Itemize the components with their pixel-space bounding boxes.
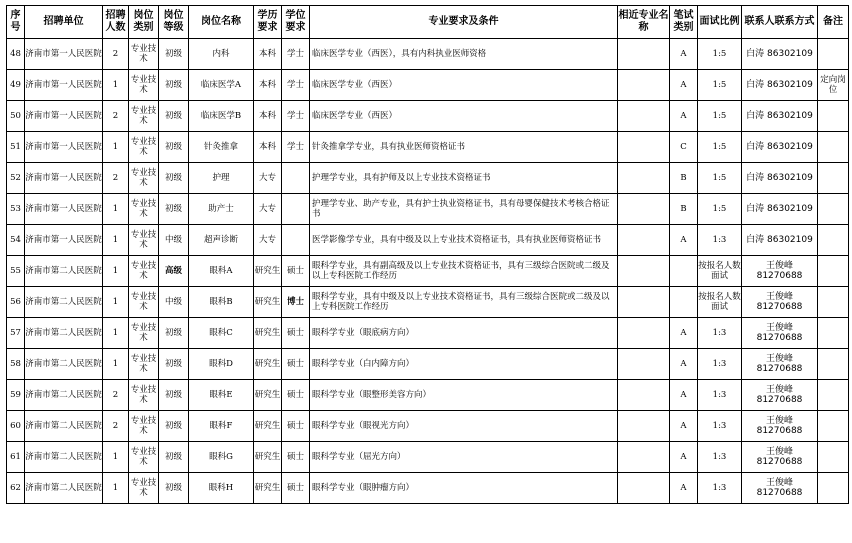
row-requirements: 医学影像学专业，具有中级及以上专业技术资格证书，具有执业医师资格证书 [310,225,618,256]
row-interview-ratio: 1:5 [698,70,742,101]
row-education: 研究生 [254,411,282,442]
row-interview-ratio: 1:5 [698,163,742,194]
row-category: 专业技术 [129,194,159,225]
row-degree: 硕士 [282,349,310,380]
header-category: 岗位类别 [129,6,159,39]
row-note [818,163,849,194]
row-note [818,442,849,473]
row-category: 专业技术 [129,163,159,194]
table-row [7,225,849,256]
header-count: 招聘人数 [103,6,129,39]
row-post: 眼科A [189,256,254,287]
row-count: 2 [103,380,129,411]
row-exam-type: B [670,163,698,194]
row-level: 初级 [159,380,189,411]
row-count: 1 [103,194,129,225]
row-interview-ratio: 1:3 [698,442,742,473]
row-education: 研究生 [254,256,282,287]
row-level: 初级 [159,163,189,194]
row-degree [282,163,310,194]
table-row [7,473,849,504]
row-interview-ratio: 1:3 [698,380,742,411]
row-related-major [618,411,670,442]
row-degree: 硕士 [282,411,310,442]
row-count: 1 [103,473,129,504]
row-contact: 王俊峰 81270688 [742,256,818,287]
row-degree [282,194,310,225]
row-education: 本科 [254,101,282,132]
row-post: 眼科D [189,349,254,380]
header-contact: 联系人联系方式 [742,6,818,39]
row-contact: 王俊峰 81270688 [742,349,818,380]
row-requirements: 眼科学专业，具有中级及以上专业技术资格证书，具有三级综合医院或二级及以上专科医院工作经历 [310,287,618,318]
row-category: 专业技术 [129,380,159,411]
row-note [818,39,849,70]
row-interview-ratio: 按报名人数面试 [698,256,742,287]
row-unit: 济南市第二人民医院 [25,287,103,318]
row-post: 超声诊断 [189,225,254,256]
header-related-major: 相近专业名称 [618,6,670,39]
row-requirements: 眼科学专业，具有副高级及以上专业技术资格证书，具有三级综合医院或二级及以上专科医院工作经历 [310,256,618,287]
row-education: 研究生 [254,442,282,473]
row-no: 55 [7,256,25,287]
row-post: 眼科H [189,473,254,504]
row-post: 眼科F [189,411,254,442]
row-post: 针灸推拿 [189,132,254,163]
row-unit: 济南市第二人民医院 [25,318,103,349]
row-related-major [618,318,670,349]
row-education: 大专 [254,163,282,194]
row-count: 1 [103,287,129,318]
row-count: 2 [103,101,129,132]
row-related-major [618,287,670,318]
row-level: 初级 [159,349,189,380]
row-note [818,287,849,318]
row-related-major [618,380,670,411]
row-count: 1 [103,132,129,163]
row-category: 专业技术 [129,70,159,101]
row-contact: 白涛 86302109 [742,101,818,132]
header-exam-type: 笔试类别 [670,6,698,39]
header-requirements: 专业要求及条件 [310,6,618,39]
row-unit: 济南市第一人民医院 [25,194,103,225]
header-unit: 招聘单位 [25,6,103,39]
row-related-major [618,132,670,163]
row-category: 专业技术 [129,39,159,70]
row-requirements: 护理学专业，具有护师及以上专业技术资格证书 [310,163,618,194]
header-no: 序号 [7,6,25,39]
row-degree: 博士 [282,287,310,318]
row-interview-ratio: 1:5 [698,39,742,70]
row-degree: 学士 [282,39,310,70]
row-requirements: 眼科学专业（屈光方向） [310,442,618,473]
row-requirements: 临床医学专业（西医） [310,101,618,132]
row-requirements: 眼科学专业（眼整形美容方向） [310,380,618,411]
row-no: 50 [7,101,25,132]
row-education: 大专 [254,194,282,225]
row-count: 1 [103,442,129,473]
row-level: 中级 [159,225,189,256]
row-related-major [618,442,670,473]
row-requirements: 临床医学专业（西医） [310,70,618,101]
row-related-major [618,70,670,101]
row-note [818,411,849,442]
row-category: 专业技术 [129,473,159,504]
row-contact: 白涛 86302109 [742,132,818,163]
row-level: 高级 [159,256,189,287]
row-exam-type: B [670,194,698,225]
row-unit: 济南市第一人民医院 [25,70,103,101]
row-no: 58 [7,349,25,380]
row-education: 研究生 [254,318,282,349]
row-related-major [618,349,670,380]
header-post: 岗位名称 [189,6,254,39]
table-row [7,411,849,442]
row-interview-ratio: 1:5 [698,132,742,163]
row-degree: 硕士 [282,380,310,411]
row-exam-type: A [670,473,698,504]
row-related-major [618,39,670,70]
row-education: 研究生 [254,380,282,411]
row-note [818,473,849,504]
row-unit: 济南市第二人民医院 [25,442,103,473]
row-no: 53 [7,194,25,225]
row-category: 专业技术 [129,411,159,442]
table-row [7,194,849,225]
row-level: 初级 [159,132,189,163]
row-degree [282,225,310,256]
row-no: 62 [7,473,25,504]
row-exam-type: A [670,318,698,349]
row-note: 定向岗位 [818,70,849,101]
row-education: 研究生 [254,349,282,380]
row-related-major [618,163,670,194]
row-no: 59 [7,380,25,411]
row-education: 研究生 [254,287,282,318]
row-note [818,256,849,287]
row-related-major [618,194,670,225]
row-unit: 济南市第一人民医院 [25,132,103,163]
row-post: 临床医学B [189,101,254,132]
row-interview-ratio: 1:3 [698,349,742,380]
row-exam-type: A [670,442,698,473]
row-no: 48 [7,39,25,70]
row-level: 初级 [159,442,189,473]
row-no: 56 [7,287,25,318]
row-note [818,380,849,411]
recruitment-table [6,5,849,504]
table-row [7,256,849,287]
row-category: 专业技术 [129,101,159,132]
row-note [818,318,849,349]
row-contact: 王俊峰 81270688 [742,411,818,442]
row-contact: 王俊峰 81270688 [742,442,818,473]
row-no: 51 [7,132,25,163]
row-level: 中级 [159,287,189,318]
row-education: 大专 [254,225,282,256]
row-note [818,101,849,132]
row-education: 研究生 [254,473,282,504]
table-row [7,442,849,473]
row-degree: 学士 [282,132,310,163]
row-contact: 白涛 86302109 [742,225,818,256]
row-exam-type: A [670,101,698,132]
row-no: 49 [7,70,25,101]
row-education: 本科 [254,39,282,70]
row-degree: 学士 [282,70,310,101]
row-exam-type: A [670,225,698,256]
row-category: 专业技术 [129,318,159,349]
row-count: 1 [103,256,129,287]
row-exam-type: A [670,411,698,442]
row-note [818,225,849,256]
row-interview-ratio: 1:5 [698,101,742,132]
header-level: 岗位等级 [159,6,189,39]
row-level: 初级 [159,194,189,225]
row-interview-ratio: 按报名人数面试 [698,287,742,318]
row-post: 眼科G [189,442,254,473]
row-post: 护理 [189,163,254,194]
row-related-major [618,256,670,287]
row-education: 本科 [254,70,282,101]
row-degree: 硕士 [282,318,310,349]
table-row [7,101,849,132]
row-requirements: 护理学专业、助产专业，具有护士执业资格证书，具有母婴保健技术考核合格证书 [310,194,618,225]
row-exam-type: A [670,39,698,70]
row-count: 1 [103,349,129,380]
row-unit: 济南市第一人民医院 [25,101,103,132]
row-count: 2 [103,411,129,442]
table-row [7,287,849,318]
row-degree: 学士 [282,101,310,132]
header-education: 学历要求 [254,6,282,39]
row-requirements: 眼科学专业（白内障方向） [310,349,618,380]
header-interview-ratio: 面试比例 [698,6,742,39]
row-exam-type [670,287,698,318]
row-post: 眼科E [189,380,254,411]
row-unit: 济南市第一人民医院 [25,225,103,256]
row-level: 初级 [159,101,189,132]
row-contact: 白涛 86302109 [742,194,818,225]
row-count: 1 [103,318,129,349]
row-unit: 济南市第二人民医院 [25,473,103,504]
row-unit: 济南市第二人民医院 [25,256,103,287]
row-interview-ratio: 1:3 [698,318,742,349]
row-no: 52 [7,163,25,194]
row-category: 专业技术 [129,225,159,256]
row-category: 专业技术 [129,256,159,287]
row-note [818,349,849,380]
row-contact: 王俊峰 81270688 [742,287,818,318]
row-contact: 王俊峰 81270688 [742,380,818,411]
row-count: 1 [103,225,129,256]
row-count: 2 [103,163,129,194]
row-post: 眼科B [189,287,254,318]
row-related-major [618,225,670,256]
row-no: 61 [7,442,25,473]
row-requirements: 针灸推拿学专业，具有执业医师资格证书 [310,132,618,163]
row-note [818,194,849,225]
table-row [7,163,849,194]
row-degree: 硕士 [282,256,310,287]
row-unit: 济南市第二人民医院 [25,349,103,380]
row-degree: 硕士 [282,473,310,504]
table-row [7,39,849,70]
row-interview-ratio: 1:5 [698,194,742,225]
row-related-major [618,101,670,132]
row-related-major [618,473,670,504]
row-interview-ratio: 1:3 [698,411,742,442]
row-category: 专业技术 [129,442,159,473]
row-contact: 白涛 86302109 [742,39,818,70]
row-requirements: 眼科学专业（眼视光方向） [310,411,618,442]
row-category: 专业技术 [129,349,159,380]
row-count: 2 [103,39,129,70]
row-level: 初级 [159,39,189,70]
row-unit: 济南市第一人民医院 [25,163,103,194]
row-no: 57 [7,318,25,349]
row-level: 初级 [159,411,189,442]
row-count: 1 [103,70,129,101]
row-contact: 白涛 86302109 [742,70,818,101]
row-no: 54 [7,225,25,256]
row-category: 专业技术 [129,287,159,318]
table-row [7,70,849,101]
row-unit: 济南市第二人民医院 [25,380,103,411]
header-note: 备注 [818,6,849,39]
row-interview-ratio: 1:3 [698,473,742,504]
table-row [7,318,849,349]
row-requirements: 眼科学专业（眼肿瘤方向） [310,473,618,504]
row-contact: 白涛 86302109 [742,163,818,194]
row-level: 初级 [159,70,189,101]
row-contact: 王俊峰 81270688 [742,318,818,349]
row-interview-ratio: 1:3 [698,225,742,256]
row-post: 内科 [189,39,254,70]
row-requirements: 临床医学专业（西医），具有内科执业医师资格 [310,39,618,70]
row-unit: 济南市第一人民医院 [25,39,103,70]
row-level: 初级 [159,318,189,349]
row-category: 专业技术 [129,132,159,163]
row-exam-type: A [670,380,698,411]
row-post: 眼科C [189,318,254,349]
row-exam-type: A [670,70,698,101]
table-body [7,39,849,504]
row-post: 助产士 [189,194,254,225]
table-row [7,380,849,411]
table-row [7,349,849,380]
row-post: 临床医学A [189,70,254,101]
row-unit: 济南市第二人民医院 [25,411,103,442]
row-exam-type [670,256,698,287]
header-row [7,6,849,39]
row-level: 初级 [159,473,189,504]
row-exam-type: A [670,349,698,380]
header-degree: 学位要求 [282,6,310,39]
table-row [7,132,849,163]
row-exam-type: C [670,132,698,163]
row-no: 60 [7,411,25,442]
row-contact: 王俊峰 81270688 [742,473,818,504]
row-degree: 硕士 [282,442,310,473]
row-note [818,132,849,163]
row-requirements: 眼科学专业（眼底病方向） [310,318,618,349]
row-education: 本科 [254,132,282,163]
